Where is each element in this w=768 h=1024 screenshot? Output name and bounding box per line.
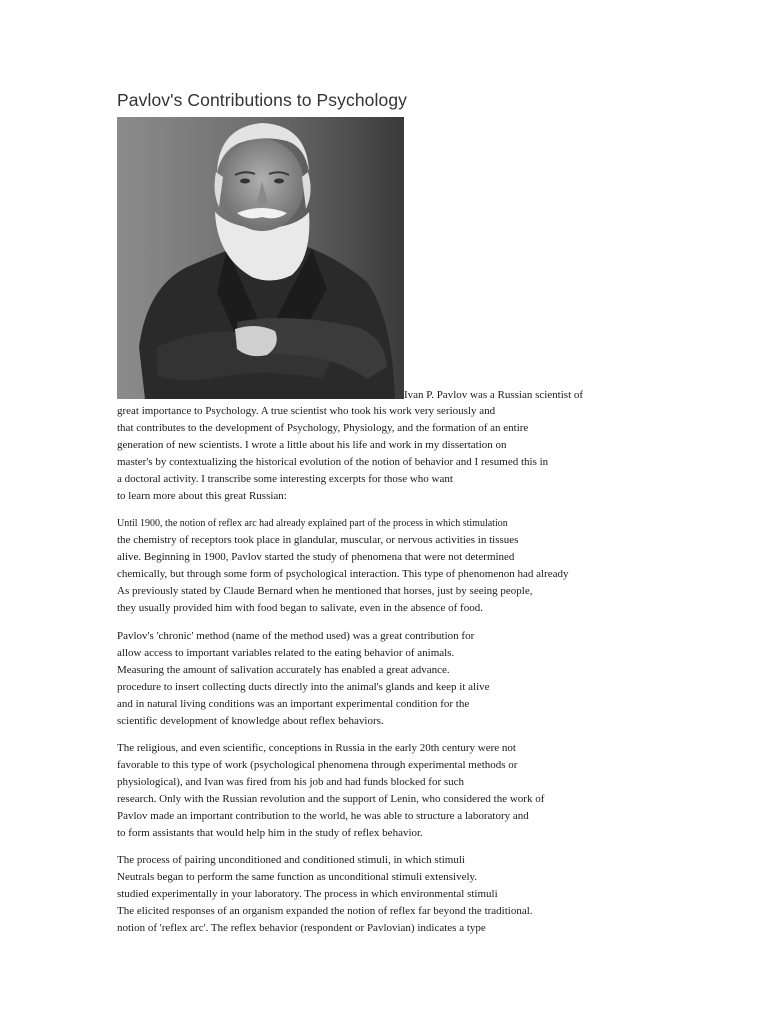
text-line: alive. Beginning in 1900, Pavlov started the study of phenomena that were not determined [117, 551, 515, 563]
pavlov-portrait-image [117, 117, 404, 399]
text-line: The religious, and even scientific, conceptions in Russia in the early 20th century were not [117, 742, 516, 754]
text-line: studied experimentally in your laboratory. The process in which environmental stimuli [117, 888, 498, 900]
text-line: Pavlov's 'chronic' method (name of the method used) was a great contribution for [117, 630, 475, 642]
text-line: physiological), and Ivan was fired from his job and had funds blocked for such [117, 776, 465, 788]
text-line: they usually provided him with food began to salivate, even in the absence of food. [117, 602, 483, 614]
text-line: research. Only with the Russian revolution and the support of Lenin, who considered the work of [117, 793, 545, 805]
text-line: The elicited responses of an organism expanded the notion of reflex far beyond the traditional. [117, 905, 533, 917]
text-line: Until 1900, the notion of reflex arc had already explained part of the process in which stimulation [117, 518, 508, 529]
paragraph-chronic-method [117, 628, 597, 730]
text-line: great importance to Psychology. A true scientist who took his work very seriously and [117, 405, 496, 417]
text-line: notion of 'reflex arc'. The reflex behavior (respondent or Pavlovian) indicates a type [117, 922, 486, 934]
text-line: generation of new scientists. I wrote a little about his life and work in my dissertation on [117, 439, 507, 451]
text-line: Pavlov made an important contribution to the world, he was able to structure a laboratory and [117, 810, 529, 822]
text-line: master's by contextualizing the historical evolution of the notion of behavior and I resumed this in [117, 456, 549, 468]
text-line: favorable to this type of work (psychological phenomena through experimental methods or [117, 759, 518, 771]
text-line: chemically, but through some form of psychological interaction. This type of phenomenon had already [117, 568, 569, 580]
text-line: The process of pairing unconditioned and conditioned stimuli, in which stimuli [117, 854, 465, 866]
paragraph-russia-conceptions [117, 740, 597, 842]
text-line: to learn more about this great Russian: [117, 490, 287, 502]
text-line: As previously stated by Claude Bernard when he mentioned that horses, just by seeing people, [117, 585, 533, 597]
text-line: allow access to important variables related to the eating behavior of animals. [117, 647, 455, 659]
text-line: and in natural living conditions was an important experimental condition for the [117, 698, 470, 710]
paragraph-reflex-arc [117, 515, 597, 617]
text-line: procedure to insert collecting ducts directly into the animal's glands and keep it alive [117, 681, 490, 693]
text-line: the chemistry of receptors took place in glandular, muscular, or nervous activities in tissues [117, 534, 519, 546]
paragraph-conditioning [117, 852, 597, 937]
text-line: scientific development of knowledge about reflex behaviors. [117, 715, 384, 727]
text-line: that contributes to the development of Psychology, Physiology, and the formation of an entire [117, 422, 529, 434]
page-title: Pavlov's Contributions to Psychology [117, 90, 407, 110]
intro-paragraph [117, 403, 597, 505]
intro-first-line: Ivan P. Pavlov was a Russian scientist of [404, 389, 584, 401]
text-line: Neutrals began to perform the same function as unconditional stimuli extensively. [117, 871, 478, 883]
text-line: Measuring the amount of salivation accurately has enabled a great advance. [117, 664, 450, 676]
text-line: a doctoral activity. I transcribe some interesting excerpts for those who want [117, 473, 453, 485]
text-line: to form assistants that would help him in the study of reflex behavior. [117, 827, 423, 839]
